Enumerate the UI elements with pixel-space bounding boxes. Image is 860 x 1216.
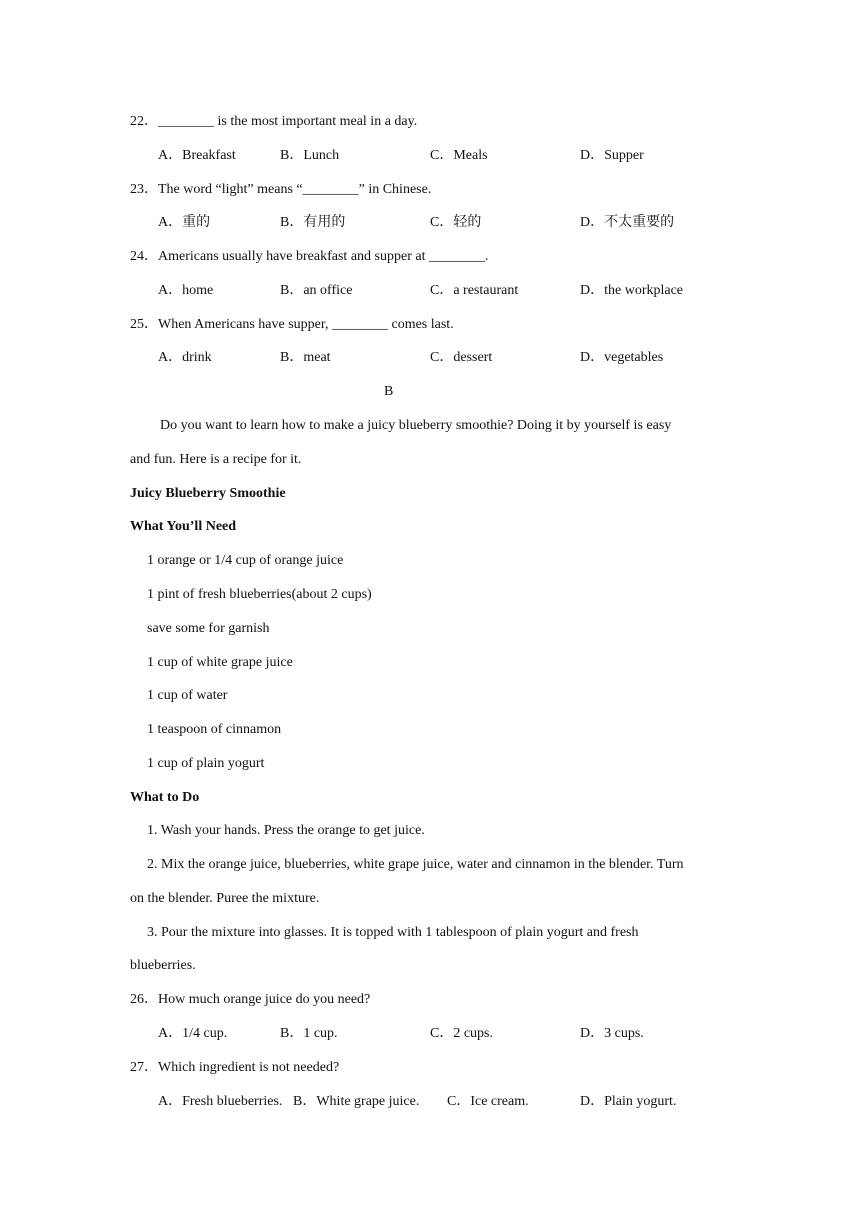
step-3-line-2: blueberries. (130, 958, 196, 973)
question-22-stem: 22．________ is the most important meal in a day. (130, 114, 418, 129)
question-24-option-c: C．a restaurant (430, 283, 519, 298)
ingredient-item: 1 cup of plain yogurt (147, 756, 265, 771)
step-2-line-1: 2. Mix the orange juice, blueberries, white grape juice, water and cinnamon in the blender. Turn (147, 857, 684, 872)
question-25-option-a: A．drink (158, 350, 212, 365)
question-22-option-a: A．Breakfast (158, 148, 236, 163)
question-24-option-b: B．an office (280, 283, 353, 298)
ingredients-heading: What You’ll Need (130, 519, 237, 534)
question-22-option-d: D．Supper (580, 148, 644, 163)
steps-heading: What to Do (130, 790, 200, 805)
question-26-option-c: C．2 cups. (430, 1026, 493, 1041)
question-27-option-d: D．Plain yogurt. (580, 1094, 677, 1109)
question-25-option-d: D．vegetables (580, 350, 664, 365)
step-2-line-2: on the blender. Puree the mixture. (130, 891, 320, 906)
question-23-option-c: C．轻的 (430, 215, 482, 230)
step-3-line-1: 3. Pour the mixture into glasses. It is topped with 1 tablespoon of plain yogurt and fresh (147, 925, 639, 940)
ingredient-item: 1 cup of white grape juice (147, 655, 293, 670)
ingredient-item: 1 orange or 1/4 cup of orange juice (147, 553, 344, 568)
question-26-option-d: D．3 cups. (580, 1026, 644, 1041)
ingredient-item: 1 teaspoon of cinnamon (147, 722, 282, 737)
question-23-option-d: D．不太重要的 (580, 215, 675, 230)
question-23-stem: 23．The word “light” means “________” in Chinese. (130, 182, 432, 197)
question-26-option-b: B．1 cup. (280, 1026, 338, 1041)
ingredient-item: save some for garnish (147, 621, 270, 636)
step-1-line-1: 1. Wash your hands. Press the orange to get juice. (147, 823, 425, 838)
question-24-stem: 24．Americans usually have breakfast and supper at ________. (130, 249, 489, 264)
question-25-option-b: B．meat (280, 350, 331, 365)
question-24-option-d: D．the workplace (580, 283, 684, 298)
intro-line-2: and fun. Here is a recipe for it. (130, 452, 302, 467)
intro-line-1: Do you want to learn how to make a juicy blueberry smoothie? Doing it by yourself is easy (160, 418, 672, 433)
question-23-option-b: B．有用的 (280, 215, 346, 230)
question-22-option-b: B．Lunch (280, 148, 340, 163)
ingredient-item: 1 pint of fresh blueberries(about 2 cups) (147, 587, 372, 602)
question-27-option-c: C．Ice cream. (447, 1094, 529, 1109)
ingredient-item: 1 cup of water (147, 688, 228, 703)
question-26-stem: 26．How much orange juice do you need? (130, 992, 371, 1007)
recipe-title: Juicy Blueberry Smoothie (130, 486, 286, 501)
question-25-stem: 25．When Americans have supper, ________ comes last. (130, 317, 454, 332)
question-26-option-a: A．1/4 cup. (158, 1026, 228, 1041)
question-27-option-a: A．Fresh blueberries. (158, 1094, 283, 1109)
question-27-stem: 27．Which ingredient is not needed? (130, 1060, 340, 1075)
question-22-option-c: C．Meals (430, 148, 488, 163)
question-27-option-b: B．White grape juice. (293, 1094, 420, 1109)
question-23-option-a: A．重的 (158, 215, 211, 230)
section-heading: B (384, 384, 394, 399)
question-24-option-a: A．home (158, 283, 214, 298)
question-25-option-c: C．dessert (430, 350, 493, 365)
